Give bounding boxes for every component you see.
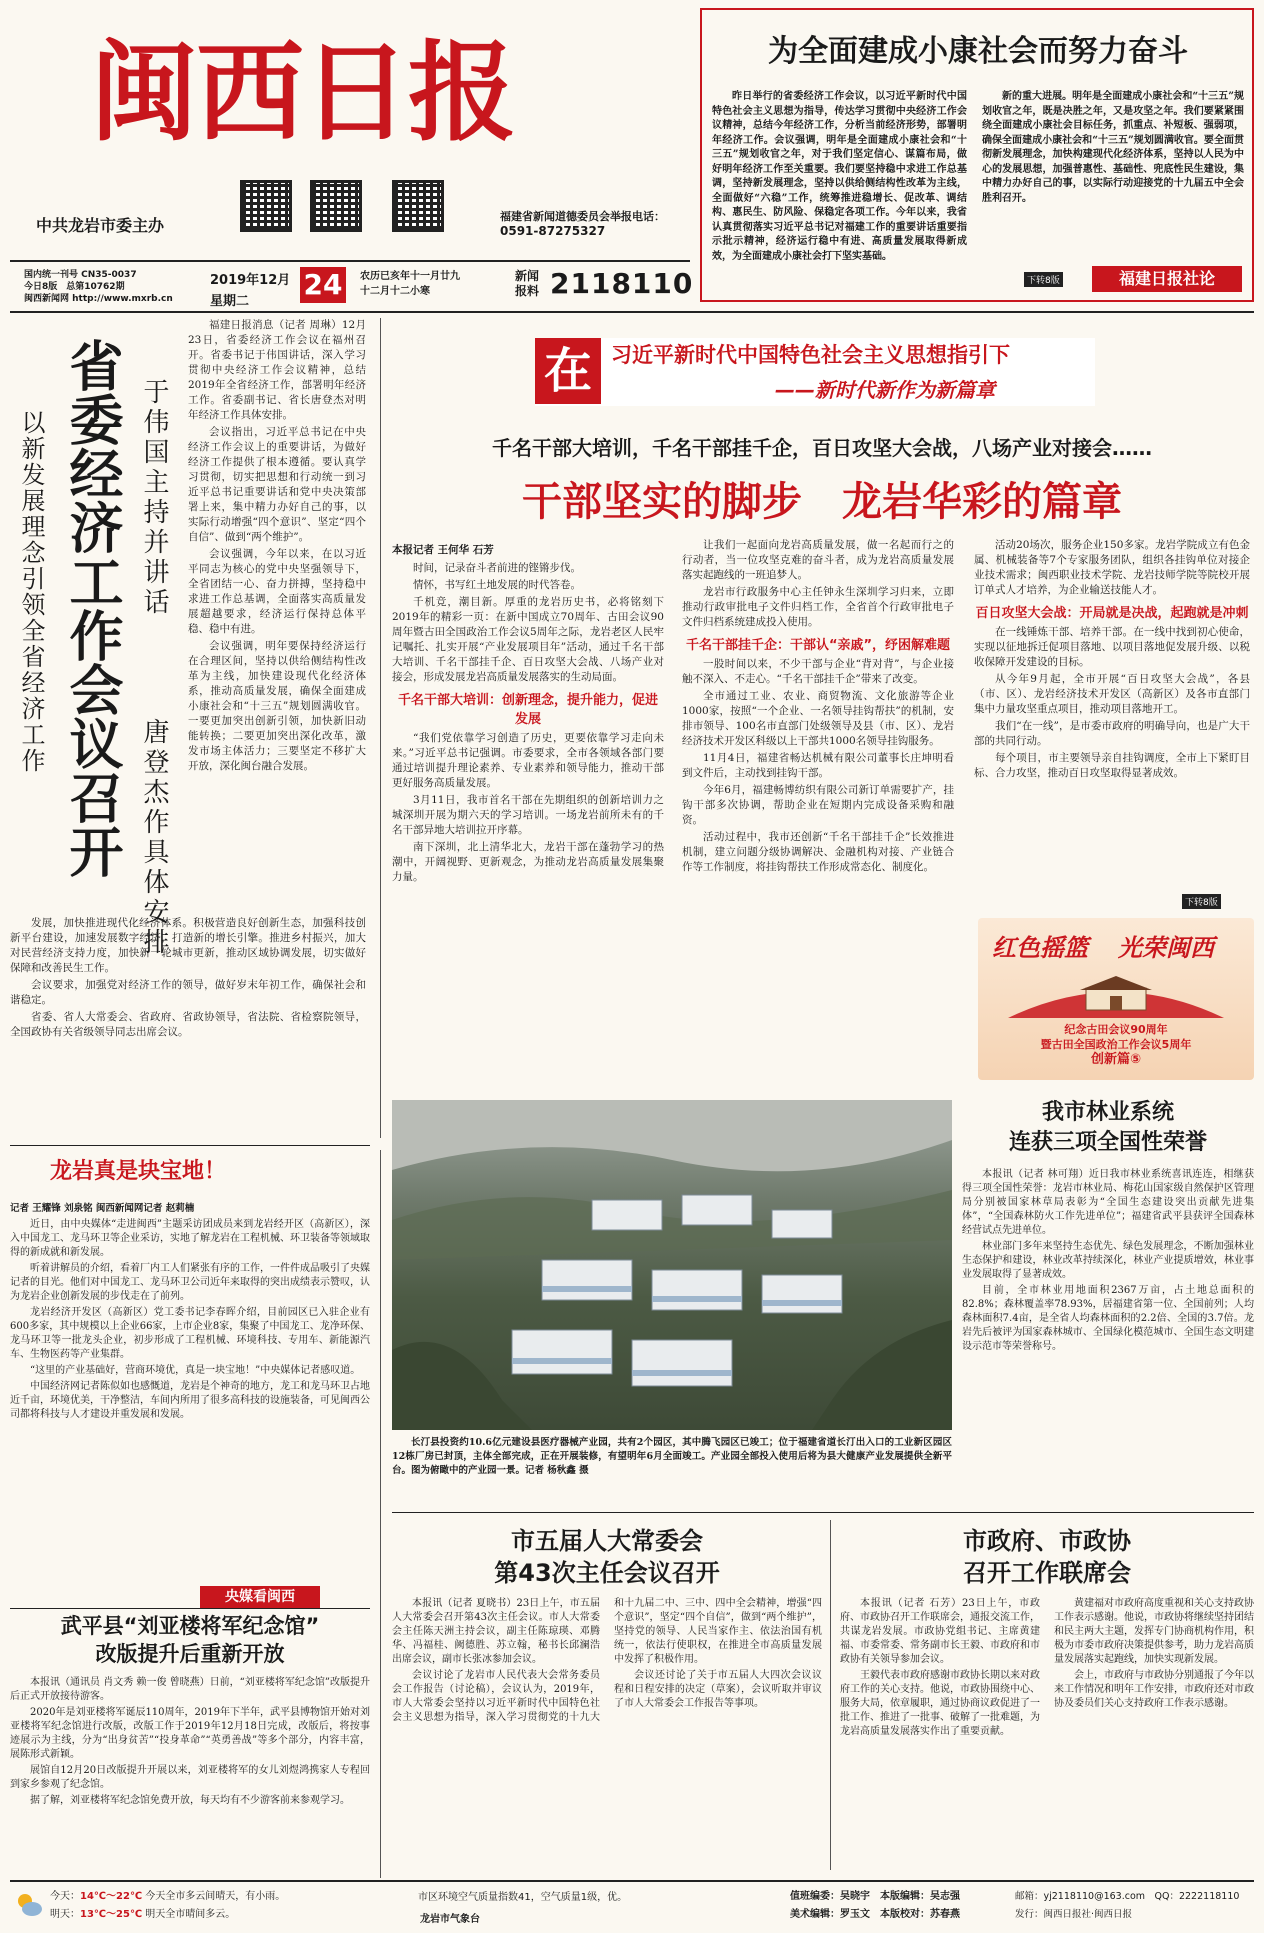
weather-today-temp: 14℃～22℃	[80, 1891, 143, 1902]
baodi-tag: 央媒看闽西	[200, 1586, 320, 1608]
editorial-col2: 新的重大进展。明年是全面建成小康社会和“十三五”规划收官之年，既是决胜之年，又是攻坚之年。我们要紧紧围绕全面建成小康社会目标任务，抓重点、补短板、强弱项，确保全面建成小康社会和“十三五”规划圆满收官。要全面贯彻新发展理念，加快构建现代化经济体系，坚持以人民为中心的发展思想，加强普惠性、基础性、兜底性民生建设，集中精力办好自己的事，以实际行动迎接党的十九届五中全会胜利召开。	[982, 91, 1244, 204]
lead-body-top: 福建日报消息（记者 周琳）12月23日，省委经济工作会议在福州召开。省委书记于伟国讲话，深入学习贯彻中央经济工作会议精神，总结2019年全省经济工作，部署明年经济工作。省委副书记、省长唐登杰对明年经济工作具体安排。 会议指出，习近平总书记在中央经济工作会议上的重要讲话，为做好经济工作提供了根本遵循。要认真学习贯彻，切实把思想和行动统一到习近平总书记重要讲话和党中央决策部署上来，集中精力办好自己的事，以实际行动增强“四个意识”、坚定“四个自信”、做到“两个维护”。 会议强调，今年以来，在以习近平同志为核心的党中央坚强领导下，全省团结一心、奋力拼搏，坚持稳中求进工作总基调，全面落实高质量发展超越要求，经济运行保持总体平稳、稳中有进。 会议强调，明年要保持经济运行在合理区间，坚持以供给侧结构性改革为主线，加快建设现代化经济体系，推动高质量发展，确保全面建成小康社会和“十三五”规划圆满收官。一要更加突出创新引领，加快新旧动能转换；二要更加突出深化改革，激发市场主体活力；三要坚定不移扩大开放，深化闽台融合发展。	[188, 319, 366, 772]
feature-body: 本报记者 王何华 石芳 时间，记录奋斗者前进的铿锵步伐。 情怀，书写红土地发展的时代答卷。 千机竞，潮目新。厚重的龙岩历史书，必将铭刻下2019年的精彩一页：在新中国成立70周年、古田会议90周年暨古田全国政治工作会议5周年之际，龙岩老区人民牢记嘱托、扎实开展“产业发展项目年”活动，通过千名干部大培训、千名干部挂千企、百日攻坚大会战、八场产业对接会，形成发展龙岩高质量发展落实的生动局面。 千名干部大培训：创新理念，提升能力，促进发展 “我们党依靠学习创造了历史，更要依靠学习走向未来。”习近平总书记强调。市委要求，全市各领域各部门要通过培训提升理论素养、专业素养和领导能力，推动干部更好服务高质量发展。 3月11日，我市首名干部在先期组织的创新培训力之城深圳开展为期六天的学习培训。一场龙岩前所未有的千名干部异地大培训拉开序幕。 南下深圳，北上清华北大，龙岩干部在蓬勃学习的热潮中，开阔视野、更新观念，为推动龙岩高质量发展集聚力量。 让我们一起面向龙岩高质量发展，做一名起而行之的行动者，当一位攻坚克难的奋斗者，成为龙岩高质量发展落实起跑线的一班追梦人。 龙岩市行政服务中心主任钟永生深圳学习归来，立即推动行政审批电子文件归档工作，全省首个行政审批电子文件归档系统建成投入使用。 千名干部挂千企：干部认“亲戚”，纾困解难题 一股时间以来，不少干部与企业“背对背”，与企业接触不深入、不走心。“千名干部挂千企”带来了改变。 全市通过工业、农业、商贸物流、文化旅游等企业1000家，按照“一个企业、一名领导挂钩帮扶”的机制，安排市领导、100名市直部门处级领导及县（市、区）、龙岩经济技术开发区科级以上干部共1000名领导挂钩服务。 11月4日，福建省畅达机械有限公司董事长庄坤明看到文件后，主动找到挂钩干部。 今年6月，福建畅博纺织有限公司新订单需要扩产，挂钩干部多次协调，帮助企业在短期内完成设备采购和融资。 活动过程中，我市还创新“千名干部挂千企”长效推进机制，建立问题分级协调解决、金融机构对接、产业链合作等工作制度，将挂钩帮扶工作形成常态化、制度化。 活动20场次，服务企业150多家。龙岩学院成立有色金属、机械装备等7个专家服务团队，组织各挂钩单位对接企业技术需求；闽西职业技术学院、龙岩技师学院等院校开展订单式人才培养，为企业输送技能人才。 百日攻坚大会战：开局就是决战，起跑就是冲刺 在一线锤炼干部、培养干部。在一线中找到初心使命，实现以征地拆迁促项目落地、以项目落地促发展升级、以税收保障开发建设的目标。 从今年9月起，全市开展“百日攻坚大会战”，各县（市、区）、龙岩经济技术开发区（高新区）及各市直部门集中力量攻坚重点项目，推动项目落地开工。 我们“在一线”，是市委市政府的明确导向，也是广大干部的共同行动。 每个项目，市主要领导亲自挂钩调度，全市上下紧盯目标、合力攻坚，推动百日攻坚取得显著成效。 下转8版	[392, 539, 1250, 908]
feature-title: 干部坚实的脚步 龙岩华彩的篇章	[522, 479, 1122, 525]
issue-weekday: 星期二	[210, 294, 250, 309]
weather-source: 龙岩市气象台	[420, 1914, 480, 1925]
red-cradle-banner	[978, 918, 1254, 1080]
editorial-more[interactable]: 下转8版	[1024, 272, 1063, 287]
hotline-number: 2118110	[550, 267, 694, 300]
solar-term: 十二月十二小寒	[360, 286, 430, 297]
publisher: 中共龙岩市委主办	[36, 216, 165, 235]
lead-title: 省委经济工作会议召开	[61, 338, 124, 878]
issue-cn: 国内统一刊号 CN35-0037	[24, 270, 137, 280]
feature-banner	[535, 338, 1095, 406]
forestry-story: 我市林业系统 连获三项全国性荣誉 本报讯（记者 林可翔）近日我市林业系统喜讯连连，相继获得三项全国性荣誉：龙岩市林业局、梅花山国家级自然保护区管理局分别被国家林草局表彰为“全国生态建设突出贡献先进集体”，“全国森林防火工作先进单位”；福建省武平县获评全国森林经营试点先进单位。 林业部门多年来坚持生态优先、绿色发展理念，不断加强林业生态保护和建设，林业改革持续深化，林业产业提质增效，林业事业发展取得了显著成效。 目前，全市林业用地面积2367万亩，占土地总面积的82.8%；森林覆盖率78.93%，居福建省第一位、全国前列；人均森林面积7.4亩，是全省人均森林面积的2.2倍、全国的3.7倍。龙岩先后被评为国家森林城市、全国绿化模范城市、全国生态文明建设示范市等荣誉称号。	[962, 1100, 1254, 1352]
lead-sub2: 唐登杰作具体安排	[139, 718, 169, 958]
staff-line-1: 值班编委：吴晓宇 本版编辑：吴志强	[790, 1891, 960, 1902]
wuping-story	[10, 1612, 370, 1882]
lead-body-bottom: 发展，加快推进现代化经济体系。积极营造良好创新生态，加强科技创新平台建设，加速发展数字经济，打造新的增长引擎。推进乡村振兴，加大对民营经济支持力度，加快新一轮城市更新，推动区域协调发展，切实做好保障和改善民生工作。 会议要求，加强党对经济工作的领导，做好岁末年初工作，确保社会和谐稳定。 省委、省人大常委会、省政府、省政协领导，省法院、省检察院领导，全国政协有关省级领导同志出席会议。	[10, 917, 366, 1038]
qr-code-wechat[interactable]	[240, 180, 292, 232]
masthead	[10, 8, 690, 266]
newspaper-logo: 闽西日报	[90, 30, 515, 156]
weather-tomorrow-temp: 13℃～25℃	[80, 1909, 143, 1920]
banner-line-3: 创新篇⑤	[1090, 1052, 1141, 1067]
baodi-story	[10, 1150, 370, 1605]
issue-count: 今日8版 总第10762期	[24, 282, 125, 292]
editorial-title: 为全面建成小康社会而努力奋斗	[768, 34, 1188, 69]
forestry-title: 我市林业系统 连获三项全国性荣誉	[1008, 1100, 1207, 1155]
lunar-date: 农历已亥年十一月廿九	[360, 271, 460, 282]
baodi-byline: 记者 王耀锋 刘泉铭 闽西新闻网记者 赵莉楠	[10, 1203, 195, 1214]
staff-line-2: 美术编辑：罗玉文 本版校对：苏春燕	[790, 1909, 960, 1920]
hotline-label: 新闻报料	[515, 269, 540, 298]
footer	[10, 1884, 1254, 1930]
photo-caption: 长汀县投资约10.6亿元建设县医疗器械产业园，共有2个园区，其中腾飞园区已竣工；位于福建省道长汀出入口的工业新区园区12栋厂房已封顶，主体全部完成，正在开展装修，有望明年6月全面竣工。产业园全部投入使用后将为县大健康产业发展提供全新平台。图为俯瞰中的产业园一景。记者 杨秋鑫 摄	[392, 1437, 952, 1476]
air-quality: 市区环境空气质量指数41，空气质量1级，优。	[418, 1892, 628, 1903]
banner-title-2: 光荣闽西	[1118, 934, 1214, 962]
contact-line-2: 发行：闽西日报社·闽西日报	[1015, 1909, 1133, 1920]
feature-subhead-3: 百日攻坚大会战：开局就是决战，起跑就是冲刺	[975, 606, 1249, 621]
wuping-title: 武平县“刘亚楼将军纪念馆” 改版提升后重新开放	[60, 1614, 320, 1666]
feature-byline: 本报记者 王何华 石芳	[392, 544, 494, 556]
baodi-title: 龙岩真是块宝地！	[50, 1159, 227, 1184]
feature-banner-char: 在	[535, 338, 601, 404]
weather-today-desc: 今天全市多云间晴天，有小雨。	[145, 1891, 286, 1902]
npc-title: 市五届人大常委会 第43次主任会议召开	[494, 1527, 720, 1587]
govt-title: 市政府、市政协 召开工作联席会	[963, 1527, 1131, 1587]
npc-story: 市五届人大常委会 第43次主任会议召开 本报讯（记者 夏晓书）23日上午，市五届人大常委会召开第43次主任会议。市人大常委会主任陈天洲主持会议，副主任陈琼瑛、邓腾华、冯福桂、阙德胜、苏立翰，秘书长邱澜浩出席会议，副市长张冰参加会议。 会议讨论了龙岩市人民代表大会常务委员会工作报告（讨论稿），会议认为，2019年，市人大常委会坚持以习近平新时代中国特色社会主义思想为指导，深入学习贯彻党的十九大和十九届二中、三中、四中全会精神，增强“四个意识”，坚定“四个自信”，做到“两个维护”，坚持党的领导、人民当家作主、依法治国有机统一，依法行使职权，在推进全市高质量发展中发挥了积极作用。 会议还讨论了关于市五届人大四次会议议程和日程安排的决定（草案），会议听取并审议了市人大常委会工作报告等事项。	[392, 1527, 822, 1723]
weather-tomorrow-desc: 明天全市晴间多云。	[145, 1909, 236, 1920]
feature-banner-text: 习近平新时代中国特色社会主义思想指引下	[611, 343, 1010, 367]
banner-line-2: 暨古田全国政治工作会议5周年	[1040, 1038, 1192, 1051]
industrial-park-photo	[392, 1100, 952, 1430]
weather-icon	[14, 1890, 44, 1920]
issue-date: 2019年12月	[210, 273, 291, 288]
govt-story: 市政府、市政协 召开工作联席会 本报讯（记者 石芳）23日上午，市政府、市政协召开工作联席会，通报交流工作，共谋龙岩发展。市政协党组书记、主席黄建福、市委常委、常务副市长王毅、市政府和市政协有关领导参加会议。 王毅代表市政府感谢市政协长期以来对政府工作的关心支持。他说，市政协围绕中心、服务大局，依章履职，通过协商议政促进了一批工作、推进了一批事、破解了一批难题，为龙岩高质量发展落实作出了重要贡献。 黄建福对市政府高度重视和关心支持政协工作表示感谢。他说，市政协将继续坚持团结和民主两大主题，发挥专门协商机构作用，积极为市委市政府决策提供参考，助力龙岩高质量发展落实起跑线，加快实现新发展。 会上，市政府与市政协分别通报了今年以来工作情况和明年工作安排，市政府还对市政协及委员们关心支持政府工作表示感谢。	[840, 1527, 1254, 1737]
issue-day: 24	[300, 267, 346, 303]
feature-banner-slogan: ——新时代新作为新篇章	[775, 378, 995, 402]
issue-bar	[10, 265, 694, 310]
weather-today-label: 今天：	[50, 1891, 80, 1902]
qr-code-app[interactable]	[310, 180, 362, 232]
lead-sub1: 于伟国主持并讲话	[139, 378, 169, 618]
feature-more[interactable]: 下转8版	[1182, 894, 1221, 909]
feature-subhead-2: 千名干部挂千企：干部认“亲戚”，纾困解难题	[685, 638, 951, 653]
pub-notice: 福建省新闻道德委员会举报电话： 0591-87275327	[500, 210, 665, 238]
banner-title-1: 红色摇篮	[992, 934, 1088, 962]
baodi-body: 近日，由中央媒体“走进闽西”主题采访团成员来到龙岩经开区（高新区），深入中国龙工、龙马环卫等企业采访，实地了解龙岩在工程机械、环卫装备等领域取得的新成就和新发展。 听着讲解员的介绍，看着厂内工人们紧张有序的工作，一件件成品吸引了央媒记者的目光。他们对中国龙工、龙马环卫公司近年来取得的突出成绩表示赞叹，认为龙岩企业创新发展的步伐走在了前列。 龙岩经济开发区（高新区）党工委书记李春晖介绍，目前园区已入驻企业有600多家，其中规模以上企业66家，上市企业8家，集聚了中国龙工、龙净环保、龙马环卫等一批龙头企业，初步形成了工程机械、环境科技、专用车、新能源汽车、生物医药等产业集群。 “这里的产业基础好，营商环境优，真是一块宝地！”中央媒体记者感叹道。 中国经济网记者陈似如也感慨道，龙岩是个神奇的地方，龙工和龙马环卫占地近千亩，环境优美，干净整洁，车间内所用了很多高科技的设施装备，可见闽西公司都将科技与人才建设并重发展和发展。	[10, 1219, 370, 1420]
website[interactable]: 闽西新闻网 http://www.mxrb.cn	[24, 294, 173, 304]
banner-line-1: 纪念古田会议90周年	[1064, 1023, 1168, 1036]
weather-tomorrow-label: 明天：	[50, 1909, 80, 1920]
gutian-hall-illustration	[1008, 966, 1224, 1018]
editorial-box	[700, 8, 1254, 302]
feature-subhead-1: 千名干部大培训：创新理念，提升能力，促进发展	[397, 693, 658, 727]
contact-line-1[interactable]: 邮箱：yj2118110@163.com QQ：2222118110	[1015, 1891, 1240, 1902]
editorial-source: 福建日报社论	[1092, 266, 1242, 292]
lead-kicker: 以新发展理念引领全省经济工作	[17, 410, 45, 774]
qr-code-site[interactable]	[392, 180, 444, 232]
feature-kicker: 千名干部大培训，千名干部挂千企，百日攻坚大会战，八场产业对接会……	[492, 436, 1152, 460]
wuping-body: 本报讯（通讯员 肖文秀 赖一俊 曾晓燕）日前，“刘亚楼将军纪念馆”改版提升后正式开放接待游客。 2020年是刘亚楼将军诞辰110周年，2019年下半年，武平县博物馆开始对刘亚楼将军纪念馆进行改版，改版工作于2019年12月18日完成，改版后，将按事迹展示为主线，分为“出身贫苦”“投身革命”“英勇善战”等多个部分，内容丰富，展陈形式新颖。 展馆自12月20日改版提升开展以来，刘亚楼将军的女儿刘煜鸿携家人专程回到家乡参观了纪念馆。 据了解，刘亚楼将军纪念馆免费开放，每天均有不少游客前来参观学习。	[10, 1677, 370, 1806]
editorial-col1: 昨日举行的省委经济工作会议，以习近平新时代中国特色社会主义思想为指导，传达学习贯彻中央经济工作会议精神，总结今年经济工作，分析当前经济形势，部署明年经济工作。会议强调，明年是全面建成小康社会和“十三五”规划收官之年，对于我们坚定信心、谋篇布局，做好明年经济工作至关重要。我们要坚持稳中求进工作总基调，坚持新发展理念，坚持以供给侧结构性改革为主线，全面做好“六稳”工作，统筹推进稳增长、促改革、调结构、惠民生、防风险、保稳定各项工作。今年以来，我省认真贯彻落实习近平总书记对福建工作的重要讲话重要指示批示精神，经济运行稳中有进、高质量发展取得新成效，为全面建成小康社会打下坚实基础。	[712, 91, 967, 262]
